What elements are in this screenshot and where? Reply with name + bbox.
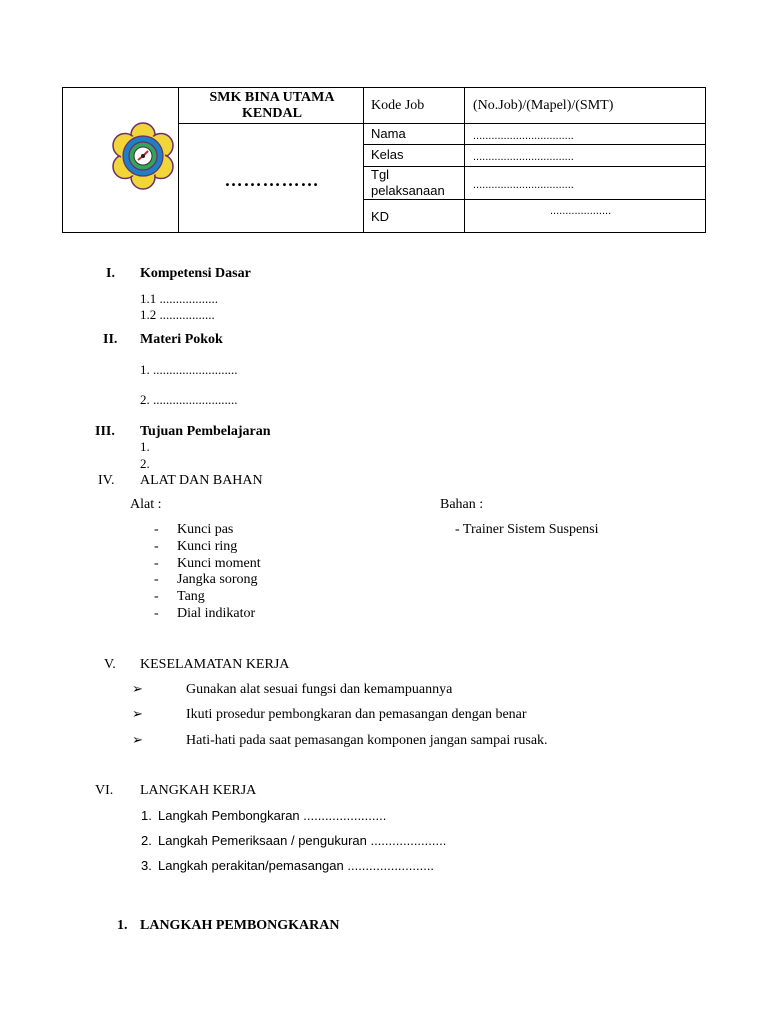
list-item: Hati-hati pada saat pemasangan komponen jangan sampai rusak.	[186, 733, 548, 748]
list-item: Kunci moment	[177, 556, 261, 571]
section-title: Tujuan Pembelajaran	[140, 424, 271, 439]
label-kode-job: Kode Job	[371, 98, 425, 113]
section-title: LANGKAH KERJA	[140, 783, 257, 798]
list-item: 1.2 .................	[140, 307, 215, 322]
list-item: Jangka sorong	[177, 572, 258, 587]
section-number: II.	[103, 332, 118, 347]
section-title: LANGKAH PEMBONGKARAN	[140, 918, 340, 933]
value-nama: .................................	[473, 130, 574, 142]
bahan-label: Bahan :	[440, 497, 484, 512]
divider	[178, 123, 705, 124]
alat-label: Alat :	[130, 497, 162, 512]
dash: -	[154, 522, 159, 537]
step-number: 3.	[141, 858, 152, 873]
job-title-placeholder: ……………	[224, 170, 320, 190]
school-name: SMK BINA UTAMA KENDAL	[209, 90, 335, 121]
dash: -	[154, 539, 159, 554]
list-item: - Trainer Sistem Suspensi	[455, 522, 599, 537]
divider	[464, 88, 465, 232]
section-number: VI.	[95, 783, 114, 798]
list-item: 1.	[140, 439, 150, 454]
label-tgl: Tgl pelaksanaan	[371, 167, 445, 198]
list-item: 2. ..........................	[140, 392, 238, 407]
value-kd: ....................	[550, 205, 612, 217]
divider	[363, 88, 364, 232]
section-title: Kompetensi Dasar	[140, 266, 251, 281]
list-item: Langkah Pemeriksaan / pengukuran .....................	[158, 833, 447, 848]
arrow-bullet-icon: ➢	[132, 706, 143, 721]
value-kode-job: (No.Job)/(Mapel)/(SMT)	[473, 98, 614, 113]
section-number: III.	[95, 424, 115, 439]
arrow-bullet-icon: ➢	[132, 681, 143, 696]
dash: -	[154, 556, 159, 571]
divider	[363, 144, 705, 145]
section-title: Materi Pokok	[140, 332, 223, 347]
section-title: ALAT DAN BAHAN	[140, 473, 263, 488]
header-table	[62, 87, 706, 233]
arrow-bullet-icon: ➢	[132, 732, 143, 747]
list-item: Kunci pas	[177, 522, 234, 537]
section-number: IV.	[98, 473, 115, 488]
dash: -	[154, 606, 159, 621]
list-item: Langkah Pembongkaran .......................	[158, 808, 387, 823]
list-item: 1. ..........................	[140, 362, 238, 377]
list-item: 2.	[140, 456, 150, 471]
value-tgl: .................................	[473, 179, 574, 191]
list-item: Ikuti prosedur pembongkaran dan pemasangan dengan benar	[186, 707, 527, 722]
section-number: V.	[104, 657, 116, 672]
section-number: 1.	[117, 918, 128, 933]
section-number: I.	[106, 266, 115, 281]
section-title: KESELAMATAN KERJA	[140, 657, 290, 672]
label-kelas: Kelas	[371, 147, 404, 162]
list-item: 1.1 ..................	[140, 291, 218, 306]
label-kd: KD	[371, 209, 390, 224]
dash: -	[154, 589, 159, 604]
list-item: Langkah perakitan/pemasangan ........................	[158, 858, 435, 873]
step-number: 2.	[141, 833, 152, 848]
school-logo	[107, 120, 179, 192]
divider	[363, 199, 705, 200]
list-item: Kunci ring	[177, 539, 238, 554]
step-number: 1.	[141, 808, 152, 823]
list-item: Dial indikator	[177, 606, 256, 621]
dash: -	[154, 572, 159, 587]
list-item: Gunakan alat sesuai fungsi dan kemampuannya	[186, 682, 453, 697]
value-kelas: .................................	[473, 151, 574, 163]
list-item: Tang	[177, 589, 205, 604]
label-nama: Nama	[371, 126, 406, 141]
